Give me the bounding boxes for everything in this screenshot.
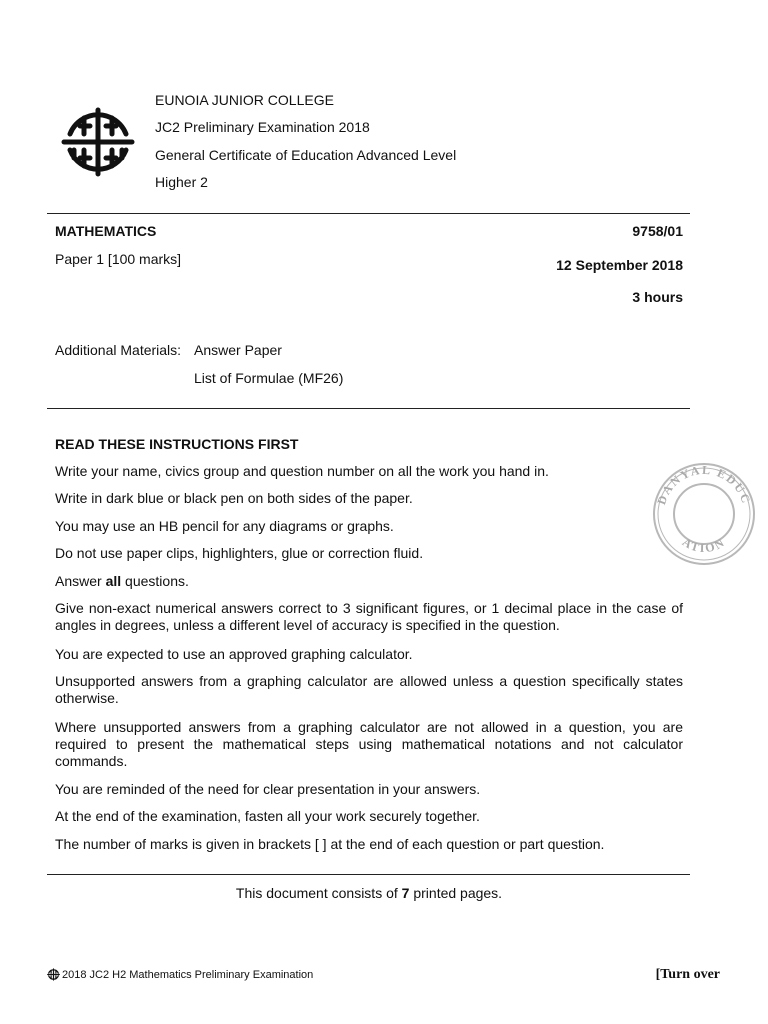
- stamp-bottom-text: ATION: [679, 534, 729, 556]
- divider-middle: [47, 408, 690, 409]
- exam-title: JC2 Preliminary Examination 2018: [155, 119, 370, 135]
- certificate-title: General Certificate of Education Advanced Level: [155, 147, 457, 163]
- instruction-line: Unsupported answers from a graphing calculator are allowed unless a question specifically states otherwise.: [55, 673, 683, 706]
- paper-label: Paper 1 [100 marks]: [55, 251, 182, 267]
- materials-item: List of Formulae (MF26): [194, 370, 344, 386]
- page-count-line: [0, 885, 738, 901]
- instruction-line: You are expected to use an approved graphing calculator.: [55, 646, 413, 662]
- college-logo-small: [47, 968, 60, 981]
- college-logo: [60, 104, 136, 180]
- stamp-top-text: DANYAL EDUC: [654, 462, 754, 507]
- instruction-answer-all: [55, 573, 683, 590]
- level-title: Higher 2: [155, 174, 208, 190]
- divider-bottom: [47, 874, 690, 875]
- pages-prefix: This document consists of: [235, 885, 402, 901]
- exam-duration: 3 hours: [632, 289, 683, 305]
- instruction-line: You are reminded of the need for clear presentation in your answers.: [55, 781, 481, 797]
- answer-prefix: Answer: [55, 573, 106, 589]
- instruction-line: Give non-exact numerical answers correct to 3 significant figures, or 1 decimal place in the case of angles in degrees, unless a different level of accuracy is specified in the question.: [55, 600, 683, 633]
- danyal-education-stamp: [650, 460, 758, 568]
- pages-suffix: printed pages.: [409, 885, 503, 901]
- paper-code: 9758/01: [632, 223, 683, 239]
- instruction-line: You may use an HB pencil for any diagrams or graphs.: [55, 518, 394, 534]
- instruction-line: Do not use paper clips, highlighters, glue or correction fluid.: [55, 545, 424, 561]
- footer-text: 2018 JC2 H2 Mathematics Preliminary Examination: [62, 968, 314, 981]
- materials-label: Additional Materials:: [55, 342, 182, 358]
- exam-date: 12 September 2018: [556, 257, 683, 273]
- answer-suffix: questions.: [121, 573, 189, 589]
- instruction-line: Where unsupported answers from a graphing calculator are not allowed in a question, you are required to present the mathematical steps using mathematical notations and not calculator commands.: [55, 719, 683, 769]
- college-name: EUNOIA JUNIOR COLLEGE: [155, 92, 334, 108]
- svg-text:ATION: [680, 535, 728, 556]
- instructions-heading: READ THESE INSTRUCTIONS FIRST: [55, 436, 299, 452]
- turn-over-label: [Turn over: [655, 967, 720, 982]
- answer-bold: all: [105, 573, 122, 589]
- instruction-line: Write in dark blue or black pen on both sides of the paper.: [55, 490, 413, 506]
- instruction-line: At the end of the examination, fasten all your work securely together.: [55, 808, 480, 824]
- materials-item: Answer Paper: [194, 342, 282, 358]
- instruction-line: The number of marks is given in brackets [ ] at the end of each question or part question.: [55, 836, 605, 852]
- footer-left: [47, 968, 313, 981]
- pages-count: 7: [401, 885, 410, 901]
- subject-title: MATHEMATICS: [55, 223, 157, 239]
- instruction-line: Write your name, civics group and question number on all the work you hand in.: [55, 463, 549, 479]
- divider-top: [47, 213, 690, 214]
